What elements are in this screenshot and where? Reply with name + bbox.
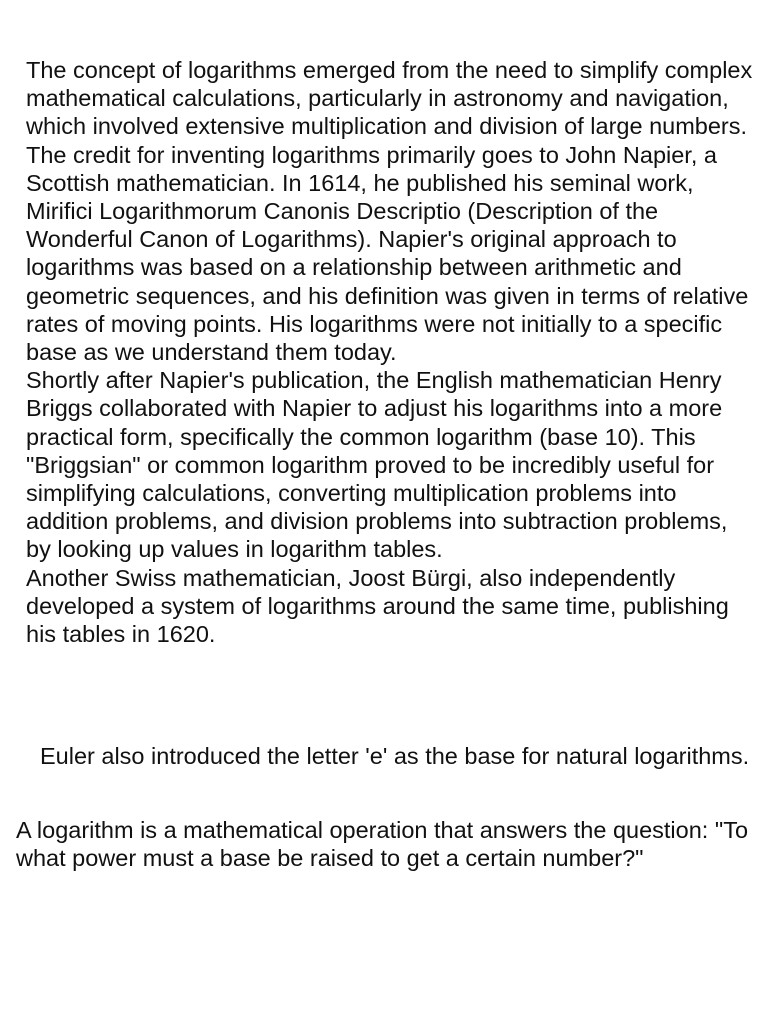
- paragraph-burgi: Another Swiss mathematician, Joost Bürgi, also independently developed a system of logarithms around the same time, publishing his tables in 1620.: [26, 564, 729, 648]
- paragraph-origin: The concept of logarithms emerged from the need to simplify complex mathematical calculations, particularly in astronomy and navigation, which involved extensive multiplication and division of large numbers.: [26, 57, 753, 140]
- euler-note-section: [40, 742, 756, 770]
- definition-section: [16, 816, 756, 872]
- paragraph-euler: Euler also introduced the letter 'e' as the base for natural logarithms.: [40, 743, 750, 769]
- paragraph-briggs: Shortly after Napier's publication, the English mathematician Henry Briggs collaborated with Napier to adjust his logarithms into a more practical form, specifically the common logarithm (base 10). This "Briggsian" or common logarithm proved to be incredibly useful for simplifying calculations, converting multiplication problems into addition problems, and division problems into subtraction problems, by looking up values in logarithm tables.: [26, 367, 728, 563]
- history-section: [26, 56, 756, 648]
- paragraph-napier: The credit for inventing logarithms primarily goes to John Napier, a Scottish mathematician. In 1614, he published his seminal work, Mirifici Logarithmorum Canonis Descriptio (Description of the Wonderful Canon of Logarithms). Napier's original approach to logarithms was based on a relationship between arithmetic and geometric sequences, and his definition was given in terms of relative rates of moving points. His logarithms were not initially to a specific base as we understand them today.: [26, 141, 749, 366]
- paragraph-definition: A logarithm is a mathematical operation that answers the question: "To what power must a base be raised to get a certain number?": [16, 817, 749, 872]
